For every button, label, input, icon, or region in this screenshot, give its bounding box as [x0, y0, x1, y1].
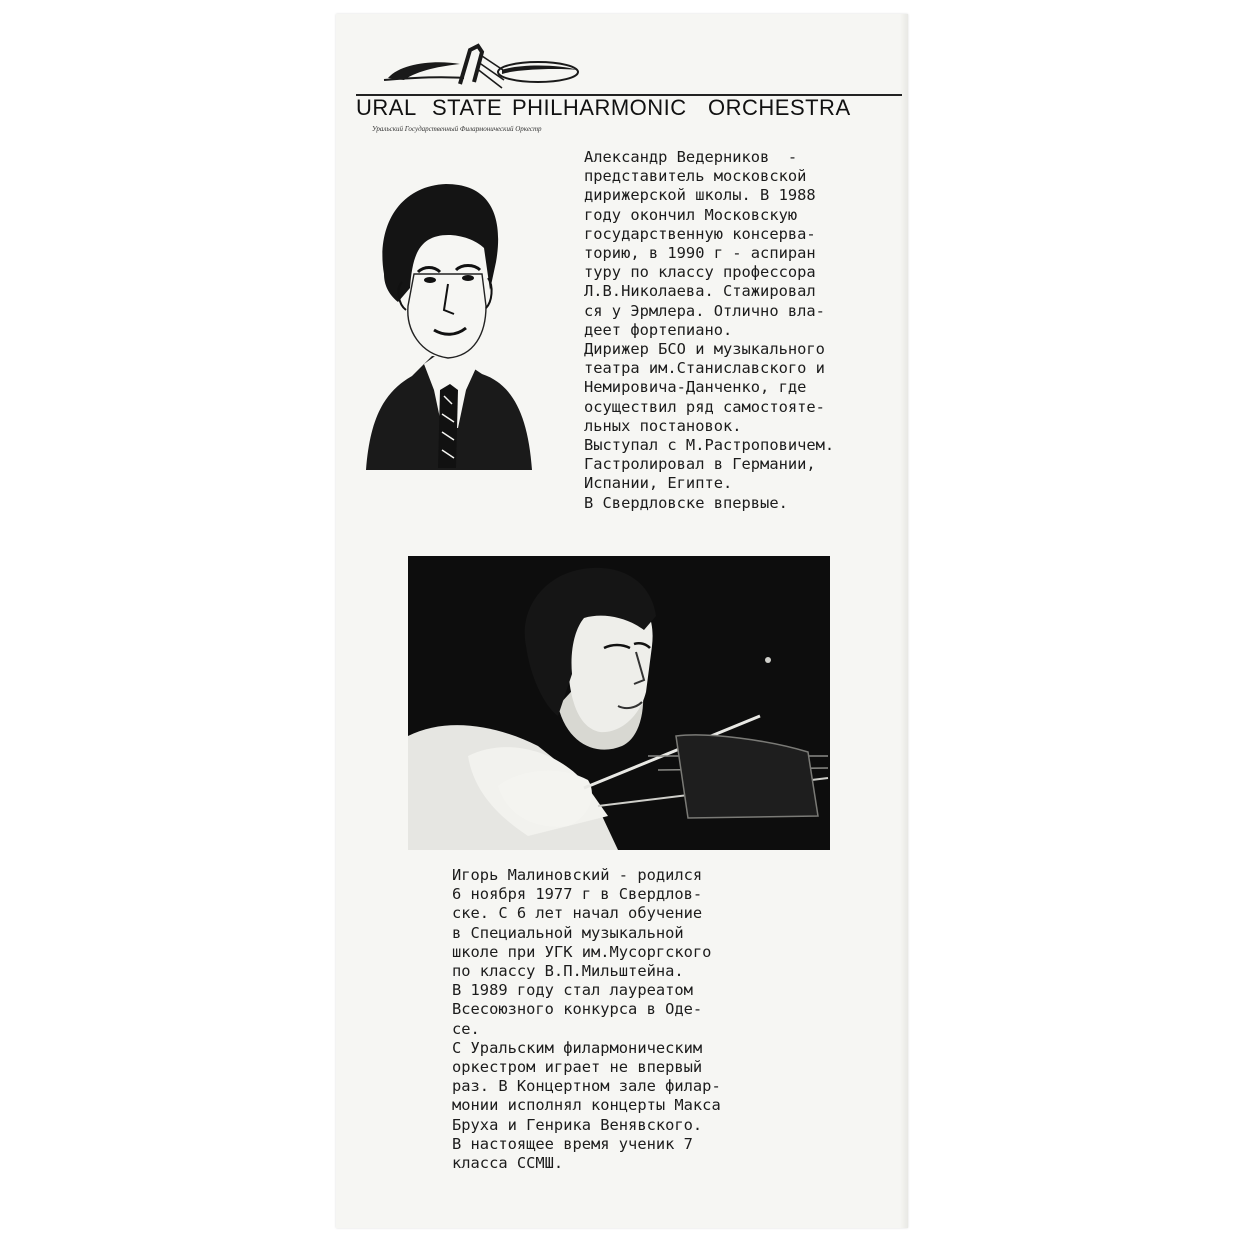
orchestra-name-philharmonic: PHILHARMONIC	[512, 95, 687, 120]
orchestra-name	[356, 95, 916, 123]
orchestra-logo-icon	[378, 42, 588, 102]
soloist-biography: Игорь Малиновский - родился 6 ноября 1977 г в Свердлов- ске. С 6 лет начал обучение в Специальной музыкальной школе при УГК им.Мусоргского по классу В.П.Мильштейна. В 1989 году стал лауреатом Всесоюзного конкурса в Оде- се. С Уральским филармоническим оркестром играет не впервый раз. В Концертном зале филар- монии исполнял концерты Макса Бруха и Генрика Венявского. В настоящее время ученик 7 класса ССМШ.	[452, 866, 721, 1173]
conductor-biography: Александр Ведерников - представитель московской дирижерской школы. В 1988 году окончил Московскую государственную консерва- торию, в 1990 г - аспиран туру по классу профессора Л.В.Николаева. Стажировал ся у Эрмлера. Отлично вла- деет фортепиано. Дирижер БСО и музыкального театра им.Станиславского и Немировича-Данченко, где осуществил ряд самостоятe- льных постановок. Выступал с М.Растроповичем. Гастролировал в Германии, Испании, Египте. В Свердловске впервые.	[584, 148, 835, 512]
soloist-photo-image	[408, 556, 830, 850]
conductor-portrait-image	[362, 178, 534, 474]
sheet-edge-shadow	[900, 14, 908, 1228]
orchestra-name-orchestra: ORCHESTRA	[708, 95, 851, 120]
orchestra-name-ural: URAL	[356, 95, 417, 120]
orchestra-subtitle: Уральский Государственный Филармонический Оркестр	[372, 125, 542, 133]
orchestra-name-state: STATE	[432, 95, 503, 120]
